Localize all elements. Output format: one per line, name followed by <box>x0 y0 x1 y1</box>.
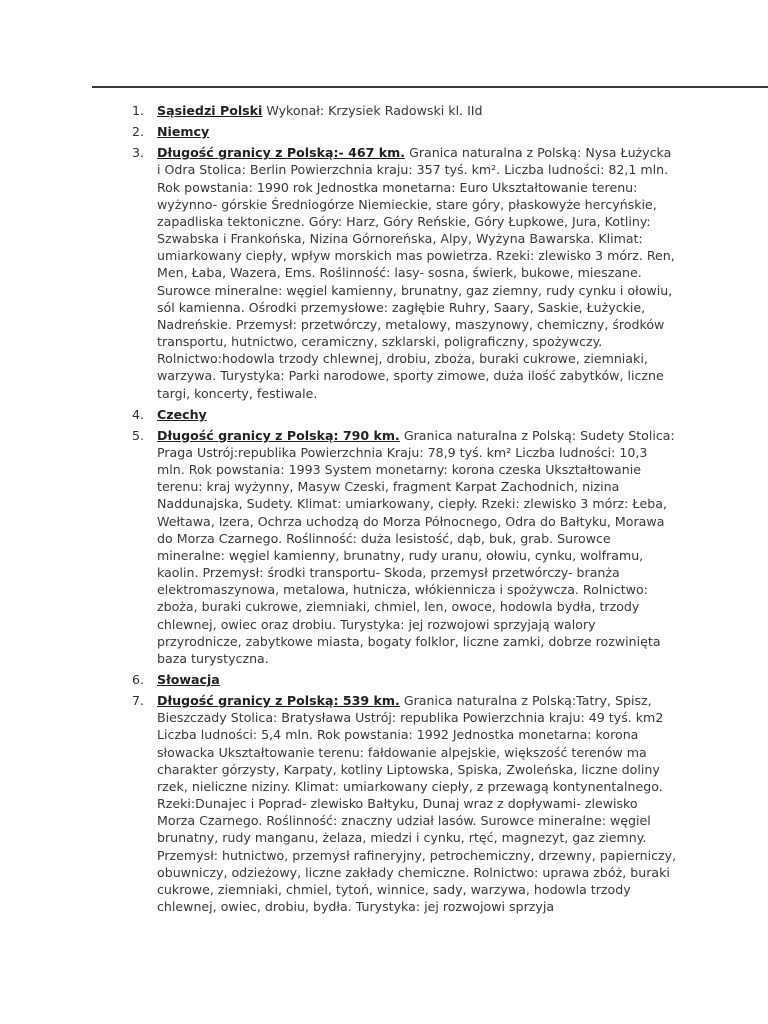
item-text: Granica naturalna z Polską: Nysa Łużycka i Odra Stolica: Berlin Powierzchnia kraju: 357 tyś. km². Liczba ludności: 82,1 mln. Rok powstania: 1990 rok Jednostka monetarna: Euro Ukształtowanie terenu: wyżynno- górskie Średniogórze Niemieckie, stare góry, płaskowyże hercyńskie, zapadliska tektoniczne. Góry: Harz, Góry Reńskie, Góry Łupkowe, Jura, Kotliny: Szwabska i Frankońska, Nizina Górnoreńska, Alpy, Wyżyna Bawarska. Klimat: umiarkowany ciepły, wpływ morskich mas powietrza. Rzeki: zlewisko 3 mórz. Ren, Men, Łaba, Wazera, Ems. Roślinność: lasy- sosna, świerk, bukowe, mieszane. Surowce mineralne: węgiel kamienny, brunatny, gaz ziemny, rudy cynku i ołowiu, sól kamienna. Ośrodki przemysłowe: zagłębie Ruhry, Saary, Saskie, Łużyckie, Nadreńskie. Przemysł: przetwórczy, metalowy, maszynowy, chemiczny, środków transportu, hutnictwo, ceramiczny, szklarski, poligraficzny, spożywczy. Rolnictwo:hodowla trzody chlewnej, drobiu, zboża, buraki cukrowe, ziemniaki, warzywa. Turystyka: Parki narodowe, sporty zimowe, duża ilość zabytków, liczne targi, koncerty, festiwale. <box>157 145 675 401</box>
list-item <box>132 144 677 401</box>
item-number: 7. <box>132 693 145 709</box>
list-item <box>132 102 677 119</box>
item-heading: Długość granicy z Polską: 790 km. <box>157 427 400 443</box>
item-text: Granica naturalna z Polską:Tatry, Spisz, Bieszczady Stolica: Bratysława Ustrój: republika Powierzchnia kraju: 49 tyś. km2 Liczba ludności: 5,4 mln. Rok powstania: 1992 Jednostka monetarna: korona słowacka Ukształtowanie terenu: fałdowanie alpejskie, większość terenów ma charakter górzysty, Karpaty, kotliny Liptowska, Spiska, Zwoleńska, liczne doliny rzek, nieliczne niziny. Klimat: umiarkowany ciepły, z przewagą kontynentalnego. Rzeki:Dunajec i Poprad- zlewisko Bałtyku, Dunaj wraz z dopływami- zlewisko Morza Czarnego. Roślinność: znaczny udział lasów. Surowce mineralne: węgiel brunatny, rudy manganu, żelaza, miedzi i cynku, rtęć, magnezyt, gaz ziemny. Przemysł: hutnictwo, przemysł rafineryjny, petrochemiczny, drzewny, papierniczy, obuwniczy, odzieżowy, liczne zakłady chemiczne. Rolnictwo: uprawa zbóż, buraki cukrowe, ziemniaki, chmiel, tytoń, winnice, sady, warzywa, hodowla trzody chlewnej, owiec, drobiu, bydła. Turystyka: jej rozwojowi sprzyja <box>157 693 677 915</box>
list-item <box>132 427 677 667</box>
item-heading: Niemcy <box>157 124 210 140</box>
item-heading: Słowacja <box>157 672 220 687</box>
list-item <box>132 406 677 423</box>
list-item <box>132 692 677 915</box>
item-number: 5. <box>132 427 145 443</box>
item-text: Granica naturalna z Polską: Sudety Stolica: Praga Ustrój:republika Powierzchnia Kraju: 78,9 tyś. km² Liczba ludności: 10,3 mln. Rok powstania: 1993 System monetarny: korona czeska Ukształtowanie terenu: kraj wyżynny, Masyw Czeski, fragment Karpat Zachodnich, nizina Naddunajska, Sudety. Klimat: umiarkowany, ciepły. Rzeki: zlewisko 3 mórz: Łeba, Wełtawa, Izera, Ochrza uchodzą do Morza Północnego, Odra do Bałtyku, Morawa do Morza Czarnego. Roślinność: duża lesistość, dąb, buk, grab. Surowce mineralne: węgiel kamienny, brunatny, rudy uranu, ołowiu, cynku, wolframu, kaolin. Przemysł: środki transportu- Skoda, przemysł przetwórczy- branża elektromaszynowa, metalowa, hutnicza, włókiennicza i spożywcza. Rolnictwo: zboża, buraki cukrowe, ziemniaki, chmiel, len, owoce, hodowla bydła, trzody chlewnej, owiec oraz drobiu. Turystyka: jej rozwojowi sprzyjają walory przyrodnicze, zabytkowe miasta, bogaty folklor, liczne zamki, dobrze rozwinięta baza turystyczna. <box>157 427 675 666</box>
item-number: 6. <box>132 672 145 687</box>
top-horizontal-rule <box>92 86 768 88</box>
document-list <box>132 102 677 919</box>
item-text: Wykonał: Krzysiek Radowski kl. IId <box>262 103 483 118</box>
item-heading: Sąsiedzi Polski <box>157 103 263 118</box>
list-item <box>132 123 677 140</box>
item-number: 3. <box>132 145 145 161</box>
item-heading: Długość granicy z Polską:- 467 km. <box>157 145 406 161</box>
item-heading: Długość granicy z Polską: 539 km. <box>157 693 400 709</box>
item-heading: Czechy <box>157 406 207 422</box>
item-number: 1. <box>132 103 145 118</box>
item-number: 2. <box>132 124 145 140</box>
list-item <box>132 671 677 688</box>
item-number: 4. <box>132 406 145 422</box>
